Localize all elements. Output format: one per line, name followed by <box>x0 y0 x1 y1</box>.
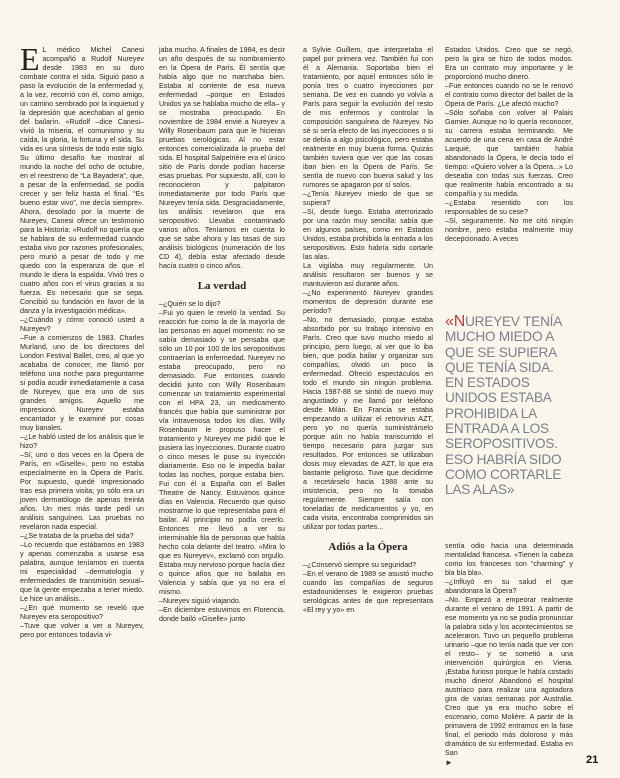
paragraph: –Tuve que volver a ver a Nureyev, pero por entonces todavía vi- <box>20 622 144 639</box>
article-column-4-continued <box>445 542 573 768</box>
paragraph: –Sí, seguramente. No me citó ningún nombre, pero estaba realmente muy decepcionado. A veces <box>445 217 573 243</box>
pull-quote <box>445 314 575 498</box>
pull-quote-initial: N <box>453 313 466 330</box>
paragraph: –Sí, uno o dos veces en la Ópera de París, en «Giselle», pero no estaba especialmente en la Ópera de París. Por supuesto, quedé impresionado tras esa primera visita; yo sólo era un joven dermatólogo de apenas treinta años. Un mes más tarde pedí un análisis sanguíneo. Las pruebas no revelaron nada especial. <box>20 451 144 531</box>
paragraph: –Nureyev siguió viajando. <box>159 597 241 605</box>
paragraph: –No. Empezó a empeorar realmente durante el verano de 1991. A partir de ese momento ya no se podía pronunciar la palabra sida y los acontecimientos se aceleraron. Tuvo un pequeño problema urinario –que no tenía nada que ver con el resto– y se sometió a una intervención quirúrgica en Viena. ¡Estaba furioso porque le había costado mucho dinero! Abandonó el hospital austriaco para realizar una agotadora gira de varias semanas por Australia. Creo que ya era mucho sobre el escenario, como Molière. A partir de la primavera de 1992 entramos en la fase final, el periodo más doloroso y más dramático de su enfermedad. Estaba en San <box>445 596 573 757</box>
paragraph: –Fue entonces cuando no se le renovó el contrato como director del ballet de la Ópera de París. ¿Le afectó mucho? <box>445 82 573 108</box>
paragraph: –Lo recuerdo que estábamos en 1983 y apenas comenzaba a usarse esa palabra, aunque teníamos en cuenta mi especialidad –dermatología y enfermedades de transmisión sexual– que la gente empezaba a tener miedo. Le hice un análisis... <box>20 541 144 603</box>
paragraph: La vigilaba muy regularmente. Un análisis resultaron ser buenos y se mantuvieron así durante años. <box>303 262 433 288</box>
paragraph: –¿Influyó en su salud el que abandonara la Ópera? <box>445 578 573 595</box>
continue-arrow-icon: ► <box>445 758 453 767</box>
subhead-adios-opera: Adiós a la Ópera <box>328 541 408 553</box>
paragraph: –¿No experimentó Nureyev grandes momentos de depresión durante ese período? <box>303 289 433 315</box>
pull-quote-open-mark: « <box>445 313 454 330</box>
paragraph: –¿Le habló usted de los análisis que le hizo? <box>20 433 144 450</box>
paragraph: –No, no demasiado, porque estaba absorbido por su trabajo intensivo en París. Creo que tuvo mucho miedo al principio, pero luego, al ver que lo iba bien, que podía bailar y organizar sus compañías, olvidó un poco la enfermedad. Ofreció espectáculos en todo el mundo sin ningún problema. Hacia 1987-88 se sintió de nuevo muy angustiado y me llamó por teléfono desde Milán. En Francia se estaba empezando a utilizar el retrovirus AZT, pero yo no quería suministrárselo porque aún no había transcurrido el tiempo necesario para juzgar sus resultados. Por entonces se utilizaban dosis muy elevadas de AZT, lo que era bastante peligroso. Tuve que decidirme a recetárselo hacia 1988 ante su insistencia, pero no lo tomaba regularmente. Siempre salía con toneladas de medicamentos y yo, en cada visita, encontraba comprimidos sin utilizar por todas partes... <box>303 316 433 531</box>
paragraph: –¿Estaba resentido con los responsables de su cese? <box>445 199 573 216</box>
paragraph: –Sólo soñaba con volver al Palais Garnier. Aunque no lo quería reconocer, su carrera estaba terminando. Me acuerdo de una cena en casa de André Larquié, que también había abandonado la Ópera, le decía todo el tiempo: «Quiero volver a la Ópera...» Lo deseaba con todas sus fuerzas. Creo que realmente había encontrado a su compañía y su medida. <box>445 109 573 198</box>
paragraph: Estados Unidos. Creo que se negó, pero la gira se hizo de todos modos. Era un contrato muy importante y le proporcionó mucho dinero. <box>445 46 573 81</box>
paragraph: –¿Tenía Nureyev miedo de que se supiera? <box>303 190 433 207</box>
paragraph: –¿Conservó siempre su seguridad? <box>303 561 417 569</box>
paragraph: sentía odio hacia una determinada mentalidad francesa. «Tienen la cabeza como los franceses son “charming” y bla bla bla». <box>445 542 573 577</box>
paragraph: –Fue a comienzos de 1983. Charles Murland, uno de los directores del London Festival Ballet, creo, al que yo acababa de conocer, me llamó por teléfono una noche para preguntarme si podía acudir inmediatamente a casa de Nureyev, que era uno de sus grandes amigos. Aquello me impresionó. Nureyev estaba encantador y le examiné por cosas muy banales. <box>20 334 144 432</box>
paragraph: –¿Cuándo y cómo conoció usted a Nureyev? <box>20 316 144 333</box>
paragraph: –En el verano de 1989 se asustó mucho cuando las compañías de seguros estadounidenses le exigieron pruebas serológicas antes de que representara «El rey y yo» en <box>303 570 433 614</box>
article-column-1 <box>20 41 144 640</box>
drop-cap: E <box>20 41 40 77</box>
pull-quote-text: UREYEV TENÍA MUCHO MIEDO A QUE SE SUPIERA QUE TENÍA SIDA. EN ESTADOS UNIDOS ESTABA PROHIBIDA LA ENTRADA A LOS SEROPOSITIVOS. ESO HABRÍA SIDO COMO CORTARLE LAS ALAS» <box>445 314 562 498</box>
paragraph: –Sí, desde luego. Estaba aterrorizado por una razón muy sencilla: sabía que en algunos países, como en Estados Unidos, estaba prohibida la entrada a los seropositivos. Esto habría sido cortarle las alas. <box>303 208 433 261</box>
paragraph: –¿En qué momento se reveló que Nureyev era seropositivo? <box>20 604 144 621</box>
paragraph: –¿Quién se lo dijo? <box>159 300 221 308</box>
paragraph: L médico Michel Canesi acompañó a Rudolf Nureyev desde 1983 en su duro combate contra el sida. Siguió paso a paso la evolución de la enfermedad y, a la vez, recorrió con él, como amigo, un camino sembrado por la inquietud y la depresión que acechaban al genio del bailarín. «Rudolf –dice Canesi– vivió la miseria, el comunismo y su caída, la gloria, la fortuna y el sida. Su vida es una síntesis de todo este siglo. Su último desafío fue mostrar al mundo la noche del ocho de octubre, en el reestreno de “La Bayadera”, que, a pesar de la enfermedad, se podía crecer y ser feliz hasta el final. “Es bueno estar vivo”, me decía siempre». Ahora, desolado por la muerte de Nureyev, Canesi ofrece un testimonio para la Historia: «Rudolf no quería que se hablara de su enfermedad cuando estaba vivo por razones profesionales, pero murió a pesar de todo y me quedo con la esperanza de que el mundo le diera la espalda. Vivió tres o cuatro años con el virus gracias a su fuerza. Es necesario que se sepa. Concibió su fundación en favor de la danza y la investigación médica». <box>20 46 144 315</box>
paragraph: jaba mucho. A finales de 1984, es decir un año después de su nombramiento en la Ópera de París. Él sentía que había algo que no marchaba bien. Estaba al corriente de esa nueva enfermedad –porque en Estados Unidos ya se hablaba mucho de ella– y se mostraba preocupado. En noviembre de 1984 envié a Nureyev a Willy Rosenbaum para que le hicieran pruebas serológicas. Al no estar entonces comercializada la prueba del sida. El hospital Salpetrière era el único sitio de París donde podían hacerse esas pruebas. Por supuesto, allí, con lo reconocieron y palpitaron inmediatamente por todo París que Nureyev tenía sida. Desgraciadamente, los análisis revelaron que era seropositivo. Llevaba contaminado varios años. Teníamos en cuenta lo que se sabe ahora y las tasas de sus análisis biológicos (numeración de los CD 4), debía estar afectado desde hacía cuatro o cinco años. <box>159 46 285 270</box>
article-column-2 <box>159 46 285 624</box>
article-column-3 <box>303 46 433 615</box>
paragraph: –¿Se trataba de la prueba del sida? <box>20 532 134 540</box>
paragraph: –En diciembre estuvimos en Florencia, donde bailó «Giselle» junto <box>159 606 285 623</box>
page-number: 21 <box>586 754 599 766</box>
paragraph: –Fui yo quien le reveló la verdad. Su reacción fue como la de la mayoría de las personas en aquel momento: no se sabía demasiado y se pensaba que sólo un 10 por 100 de los seropositivos contraerían la enfermedad. Nureyev no estaba preocupado, pero no demasiado. Fue entonces cuando decidió junto con Willy Rosenbaum comenzar un tratamiento experimental con el HPA 23, un medicamento francés que había que suministrar por vía intravenosa todos los días. Willy Rosenbaum le propuso hacer el tratamiento y Nureyev me pidió que le pusiera las inyecciones. Durante cuatro o cinco meses le puse su inyección diariamente. Eso no le impedía bailar todas las noches, porque estaba bien. Fui con él a España con el Ballet Theatre de Nancy. Estuvimos quince días en Valencia. Recuerdo que quiso mostrarme lo que representaba para él bailar. Al principio no podía creerlo. Entonces me llevó a ver su interminable fila de personas que había hecho cola delante del teatro. «Mira lo que es Nureyev», exclamó con orgullo. Estaba muy nervioso porque hacía diez o quince años que no bailaba en Valencia y sabía que ya no era el mismo. <box>159 309 285 596</box>
paragraph: a Sylvie Guillem, que interpretaba el papel por primera vez. También fui con él a Alemania. Soportaba bien el tratamiento, por aquel entonces sólo le ponía tres o cuatro inyecciones por semana. De vez en cuando yo volvía a París para seguir la evolución del resto de mis enfermos y controlar la composición sanguínea de Nureyev. No sé si sería efecto de las inyecciones o si se debía a algo psicológico, pero estaba realmente en muy buena forma. Quizás también tuviera que ver que las cosas iban bien en la Ópera de París. Se sentía de nuevo con buena salud y los rumores se apagaron por sí solos. <box>303 46 433 189</box>
article-column-4 <box>445 46 573 244</box>
subhead-la-verdad: La verdad <box>197 280 247 292</box>
